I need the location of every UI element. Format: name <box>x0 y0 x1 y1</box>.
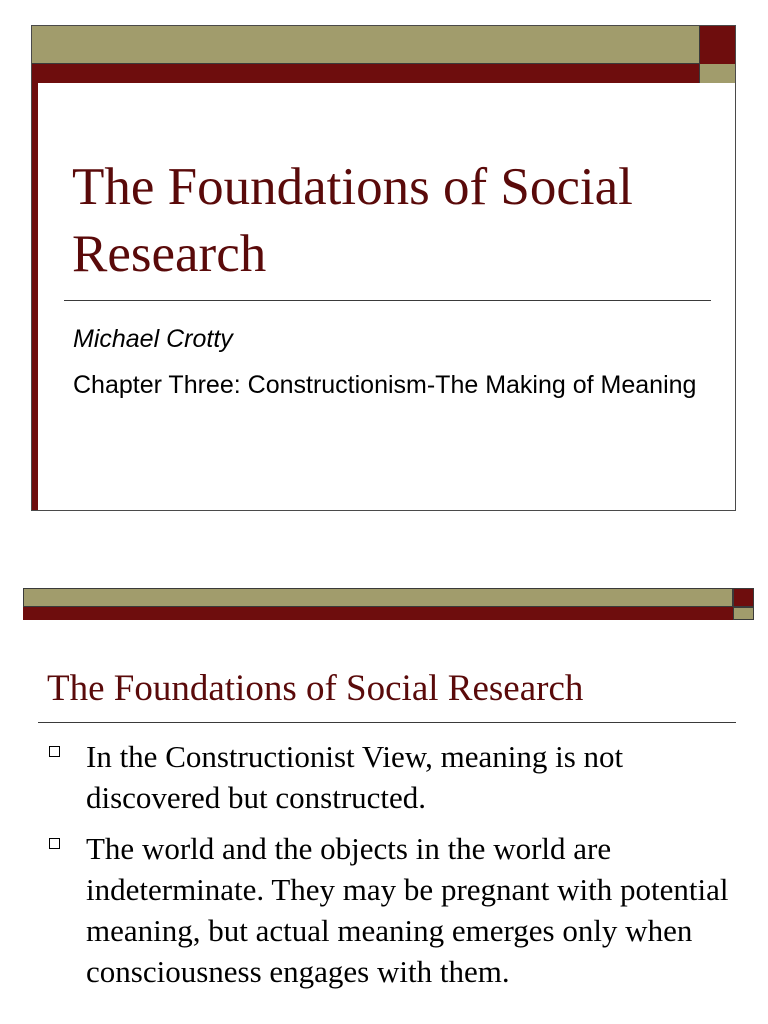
header-olive-band <box>23 588 733 607</box>
bullet-text: The world and the objects in the world are indeterminate. They may be pregnant with potential meaning, but actual meaning emerges only when consciousness engages with them. <box>86 831 729 989</box>
hollow-square-bullet-icon <box>49 838 60 849</box>
slide-title: The Foundations of Social Research <box>47 668 584 709</box>
header-maroon-band <box>23 607 733 620</box>
bullet-item <box>49 828 729 992</box>
title-divider <box>38 722 736 723</box>
corner-square-olive <box>699 64 736 83</box>
content-slide <box>23 588 754 1024</box>
hollow-square-bullet-icon <box>49 746 60 757</box>
bullet-text: In the Constructionist View, meaning is not discovered but constructed. <box>86 739 624 815</box>
bullet-list <box>49 736 729 1002</box>
corner-square-maroon <box>699 26 736 64</box>
header-maroon-band <box>32 64 699 83</box>
bullet-item <box>49 736 729 818</box>
left-accent-bar <box>32 83 38 511</box>
header-olive-band <box>32 26 699 64</box>
title-divider <box>64 300 711 301</box>
author-name: Michael Crotty <box>73 325 233 353</box>
corner-square-maroon <box>733 588 754 607</box>
title-slide <box>31 25 736 511</box>
chapter-subtitle: Chapter Three: Constructionism-The Making of Meaning <box>73 371 697 399</box>
slide-title: The Foundations of Social Research <box>72 158 633 283</box>
corner-square-olive <box>733 607 754 620</box>
